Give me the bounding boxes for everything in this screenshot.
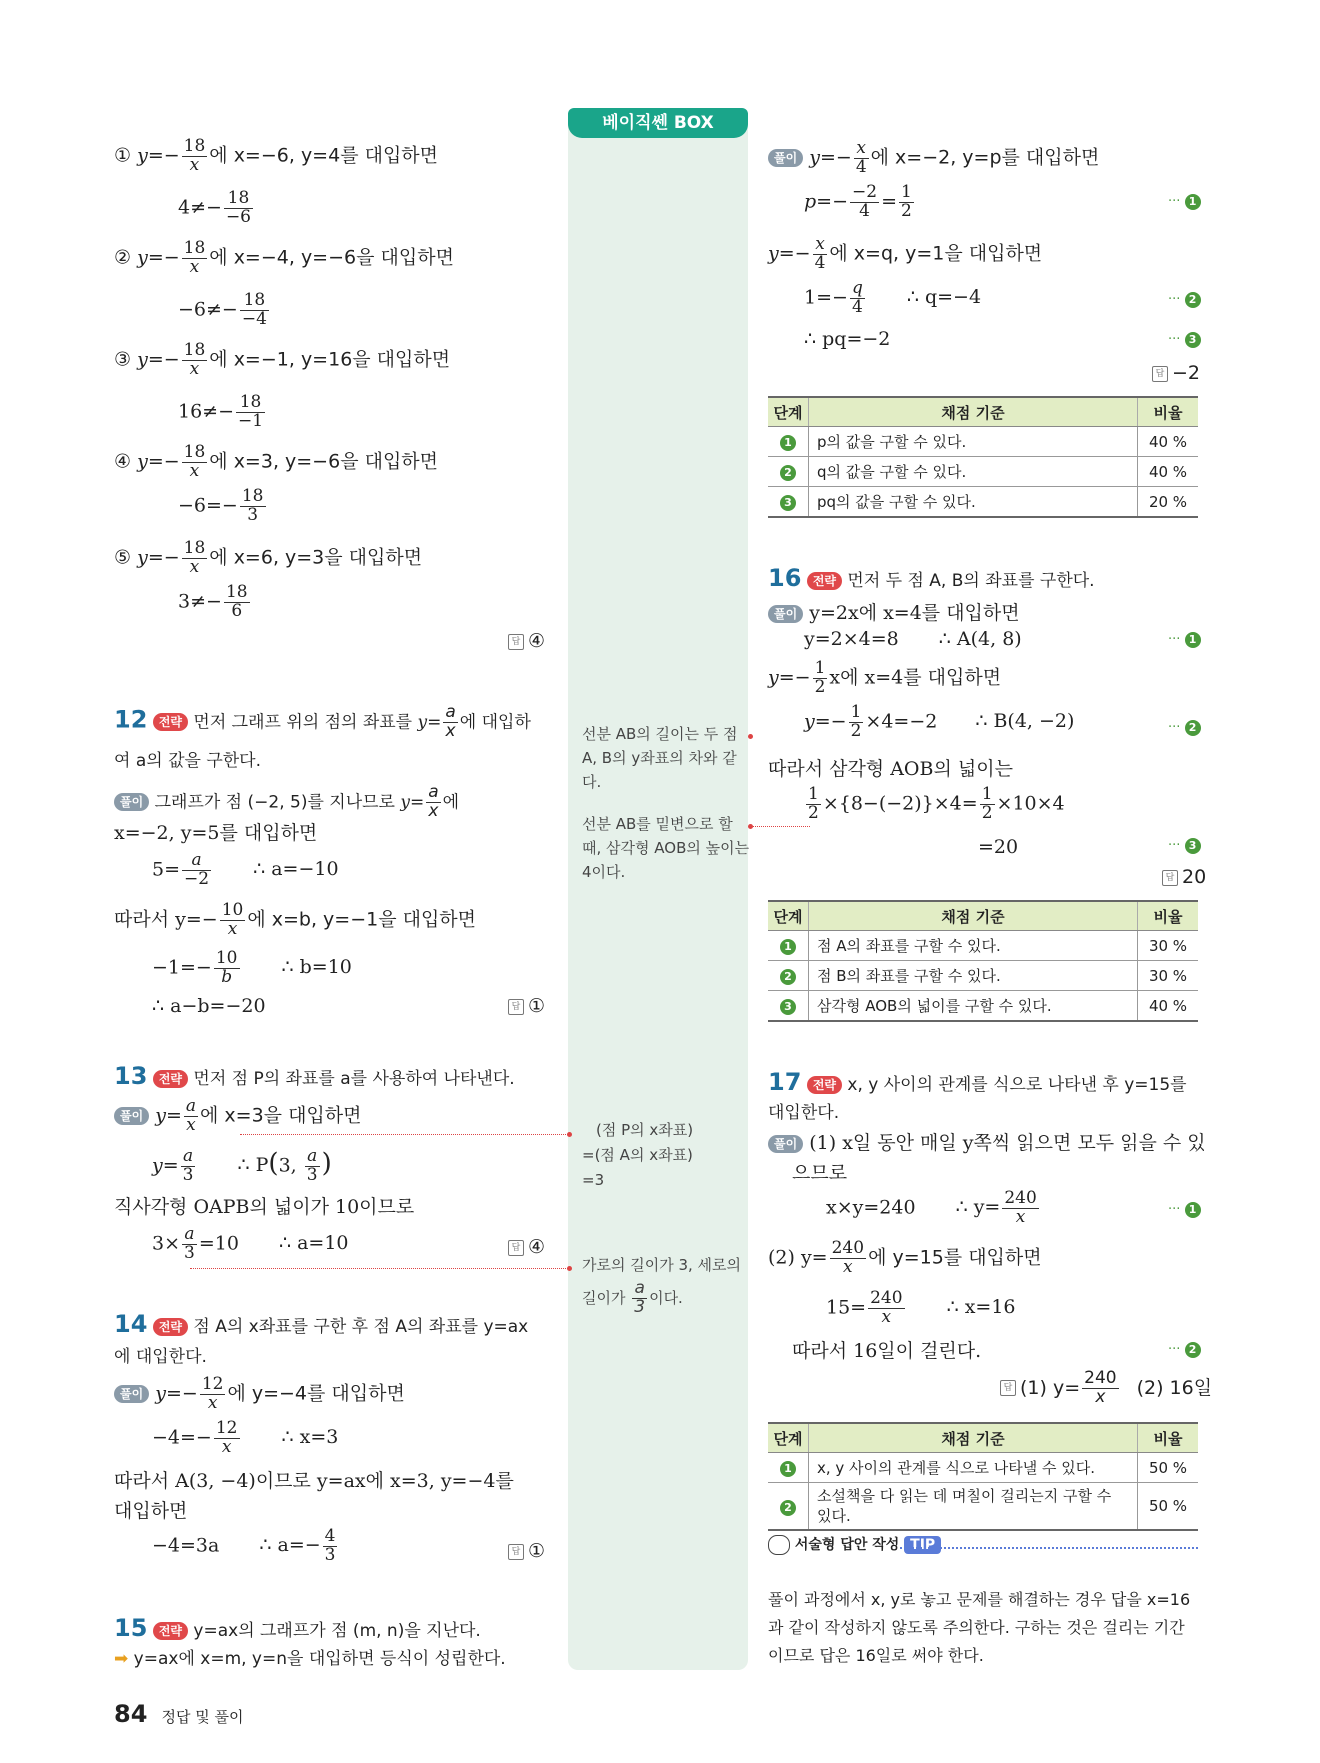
option-2: ② y=− $\frac{18}{x}$ 에 x=−4, y=−6을 대입하면	[114, 238, 454, 277]
p15-hint: ➡ y=ax에 x=m, y=n을 대입하면 등식이 성립한다.	[114, 1649, 506, 1669]
answer-12: 답 ①	[508, 995, 545, 1017]
problem-16-strategy: 16 전략 먼저 두 점 A, B의 좌표를 구한다.	[768, 564, 1095, 592]
step-3: ··· 3	[1168, 332, 1201, 348]
answer-16: 답 20	[1162, 866, 1206, 888]
problem-17-strategy-2: 대입한다.	[768, 1103, 840, 1123]
step-16-1: ··· 1	[1168, 632, 1201, 648]
connector-dot	[748, 824, 753, 829]
connector	[240, 1134, 570, 1135]
tip-header: 서술형 답안 작성 TIP	[768, 1534, 941, 1555]
p17-line-3: (2) y= $\frac{240}{x}$ 에 y=15를 대입하면	[768, 1238, 1042, 1277]
p16-line-5: 따라서 삼각형 AOB의 넓이는	[768, 758, 1013, 780]
option-4-calc: −6=− $\frac{18}{3}$	[178, 486, 264, 525]
problem-15-strategy: 15 전략 y=ax의 그래프가 점 (m, n)을 지난다.	[114, 1614, 481, 1642]
r15-line-3: y=− $\frac{x}{4}$ 에 x=q, y=1을 대입하면	[768, 234, 1043, 273]
p16-line-1: 풀이 y=2x에 x=4를 대입하면	[768, 598, 1020, 625]
step-1: ··· 1	[1168, 194, 1201, 210]
option-3: ③ y=− $\frac{18}{x}$ 에 x=−1, y=16을 대입하면	[114, 340, 451, 379]
p17-line-2: x×y=240 ∴ y= $\frac{240}{x}$	[826, 1188, 1037, 1227]
answer-15: 답 −2	[1152, 362, 1200, 384]
r15-line-4: 1=− $\frac{q}{4}$ ∴ q=−4	[804, 278, 982, 317]
step-17-1: ··· 1	[1168, 1202, 1201, 1218]
p14-line-1: 풀이 y=− $\frac{12}{x}$ 에 y=−4를 대입하면	[114, 1376, 405, 1413]
answer-14: 답 ①	[508, 1540, 545, 1562]
problem-17-strategy: 17 전략 x, y 사이의 관계를 식으로 나타낸 후 y=15를	[768, 1068, 1187, 1096]
side-note-ab: 선분 AB의 길이는 두 점 A, B의 y좌표의 차와 같다.	[582, 725, 738, 791]
option-5: ⑤ y=− $\frac{18}{x}$ 에 x=6, y=3을 대입하면	[114, 538, 423, 577]
p14-line-4: 대입하면	[114, 1500, 188, 1522]
problem-12-strategy-2: 여 a의 값을 구한다.	[114, 751, 261, 771]
connector-dot	[567, 1132, 572, 1137]
option-4: ④ y=− $\frac{18}{x}$ 에 x=3, y=−6을 대입하면	[114, 442, 439, 481]
p14-line-5: −4=3a ∴ a=− $\frac{4}{3}$	[152, 1526, 336, 1565]
p16-line-6: $\frac{1}{2}$ ×{8−(−2)}×4= $\frac{1}{2}$ ×10×4	[808, 784, 1065, 823]
side-note-rect: 가로의 길이가 3, 세로의 길이가 $\frac{a}{3}$ 이다.	[582, 1256, 742, 1317]
p13-line-4: 3× $\frac{a}{3}$ =10 ∴ a=10	[152, 1224, 349, 1263]
step-16-3: ··· 3	[1168, 838, 1201, 854]
p12-line-6: ∴ a−b=−20	[152, 995, 266, 1017]
grading-table-17: 단계 채점 기준 비율 1 x, y 사이의 관계를 식으로 나타낼 수 있다. 50 % 2 소설책을 다 읽는 데 며칠이 걸리는지 구할 수 있다. 50 %	[768, 1422, 1198, 1531]
p12-line-4: 따라서 y=− $\frac{10}{x}$ 에 x=b, y=−1을 대입하면	[114, 900, 477, 939]
step-17-2: ··· 2	[1168, 1342, 1201, 1358]
problem-13-strategy: 13 전략 먼저 점 P의 좌표를 a를 사용하여 나타낸다.	[114, 1062, 515, 1090]
r15-line-2: p=− $\frac{-2}{4}$ = $\frac{1}{2}$	[804, 182, 912, 221]
r15-line-1: 풀이 y=− $\frac{x}{4}$ 에 x=−2, y=p를 대입하면	[768, 140, 1099, 177]
option-5-calc: 3≠− $\frac{18}{6}$	[178, 582, 248, 621]
answer-13: 답 ④	[508, 1236, 545, 1258]
r15-line-5: ∴ pq=−2	[804, 328, 891, 350]
connector-dot	[748, 734, 753, 739]
p16-line-2: y=2×4=8 ∴ A(4, 8)	[804, 628, 1022, 650]
p17-line-1: 풀이 (1) x일 동안 매일 y쪽씩 읽으면 모두 읽을 수 있	[768, 1128, 1206, 1155]
problem-14-strategy-2: 에 대입한다.	[114, 1347, 207, 1367]
tip-divider	[900, 1547, 1198, 1549]
connector-dot	[567, 1266, 572, 1271]
option-2-calc: −6≠− $\frac{18}{-4}$	[178, 290, 267, 329]
p13-line-2: y= $\frac{a}{3}$ ∴ P(3, $\frac{a}{3}$ )	[152, 1146, 332, 1185]
p13-line-1: 풀이 y= $\frac{a}{x}$ 에 x=3을 대입하면	[114, 1098, 362, 1135]
option-1-calc: 4≠− $\frac{18}{-6}$	[178, 188, 251, 227]
answer-17: 답 (1) y= $\frac{240}{x}$ (2) 16일	[1000, 1370, 1212, 1407]
page-footer: 84 정답 및 풀이	[114, 1700, 244, 1728]
p13-line-3: 직사각형 OAPB의 넓이가 10이므로	[114, 1196, 415, 1218]
connector	[750, 826, 810, 827]
problem-14-strategy: 14 전략 점 A의 x좌표를 구한 후 점 A의 좌표를 y=ax	[114, 1310, 529, 1338]
step-2: ··· 2	[1168, 292, 1201, 308]
p17-line-4: 15= $\frac{240}{x}$ ∴ x=16	[826, 1288, 1016, 1327]
answer-11: 답 ④	[508, 630, 545, 652]
grading-table-15: 단계 채점 기준 비율 1 p의 값을 구할 수 있다. 40 % 2 q의 값을 구할 수 있다. 40 % 3 pq의 값을 구할 수 있다. 20 %	[768, 396, 1198, 518]
p14-line-2: −4=− $\frac{12}{x}$ ∴ x=3	[152, 1418, 339, 1457]
problem-12-strategy: 12 전략 먼저 그래프 위의 점의 좌표를 y= $\frac{a}{x}$ 에 대입하	[114, 702, 531, 741]
side-note-height: 선분 AB를 밑변으로 할 때, 삼각형 AOB의 높이는 4이다.	[582, 815, 750, 881]
side-note-px: (점 P의 x좌표) =(점 A의 x좌표) =3	[582, 1121, 694, 1189]
basic-box-sidebar	[568, 108, 748, 1670]
p12-line-1: 풀이 그래프가 점 (−2, 5)를 지나므로 y= $\frac{a}{x}$ 에	[114, 784, 459, 821]
p12-line-3: 5= $\frac{a}{-2}$ ∴ a=−10	[152, 850, 339, 889]
tip-text: 풀이 과정에서 x, y로 놓고 문제를 해결하는 경우 답을 x=16 과 같이 작성하지 않도록 주의한다. 구하는 것은 걸리는 기간 이므로 답은 16일로 써야 한다.	[768, 1590, 1191, 1665]
p17-line-5: 따라서 16일이 걸린다.	[792, 1340, 982, 1362]
p12-line-5: −1=− $\frac{10}{b}$ ∴ b=10	[152, 948, 352, 987]
cat-icon	[768, 1535, 790, 1555]
option-1: ① y=− $\frac{18}{x}$ 에 x=−6, y=4를 대입하면	[114, 136, 439, 175]
p14-line-3: 따라서 A(3, −4)이므로 y=ax에 x=3, y=−4를	[114, 1470, 514, 1492]
p17-line-1b: 으므로	[792, 1162, 848, 1184]
p16-line-7: =20	[978, 836, 1019, 858]
p16-line-3: y=− $\frac{1}{2}$ x에 x=4를 대입하면	[768, 658, 1002, 697]
option-3-calc: 16≠− $\frac{18}{-1}$	[178, 392, 264, 431]
basic-box-title: 베이직쎈 BOX	[568, 108, 748, 138]
p12-line-2: x=−2, y=5를 대입하면	[114, 822, 318, 844]
p16-line-4: y=− $\frac{1}{2}$ ×4=−2 ∴ B(4, −2)	[804, 702, 1075, 741]
grading-table-16: 단계 채점 기준 비율 1 점 A의 좌표를 구할 수 있다. 30 % 2 점 B의 좌표를 구할 수 있다. 30 % 3 삼각형 AOB의 넓이를 구할 수 있다. 40 %	[768, 900, 1198, 1022]
step-16-2: ··· 2	[1168, 720, 1201, 736]
connector	[190, 1268, 570, 1269]
